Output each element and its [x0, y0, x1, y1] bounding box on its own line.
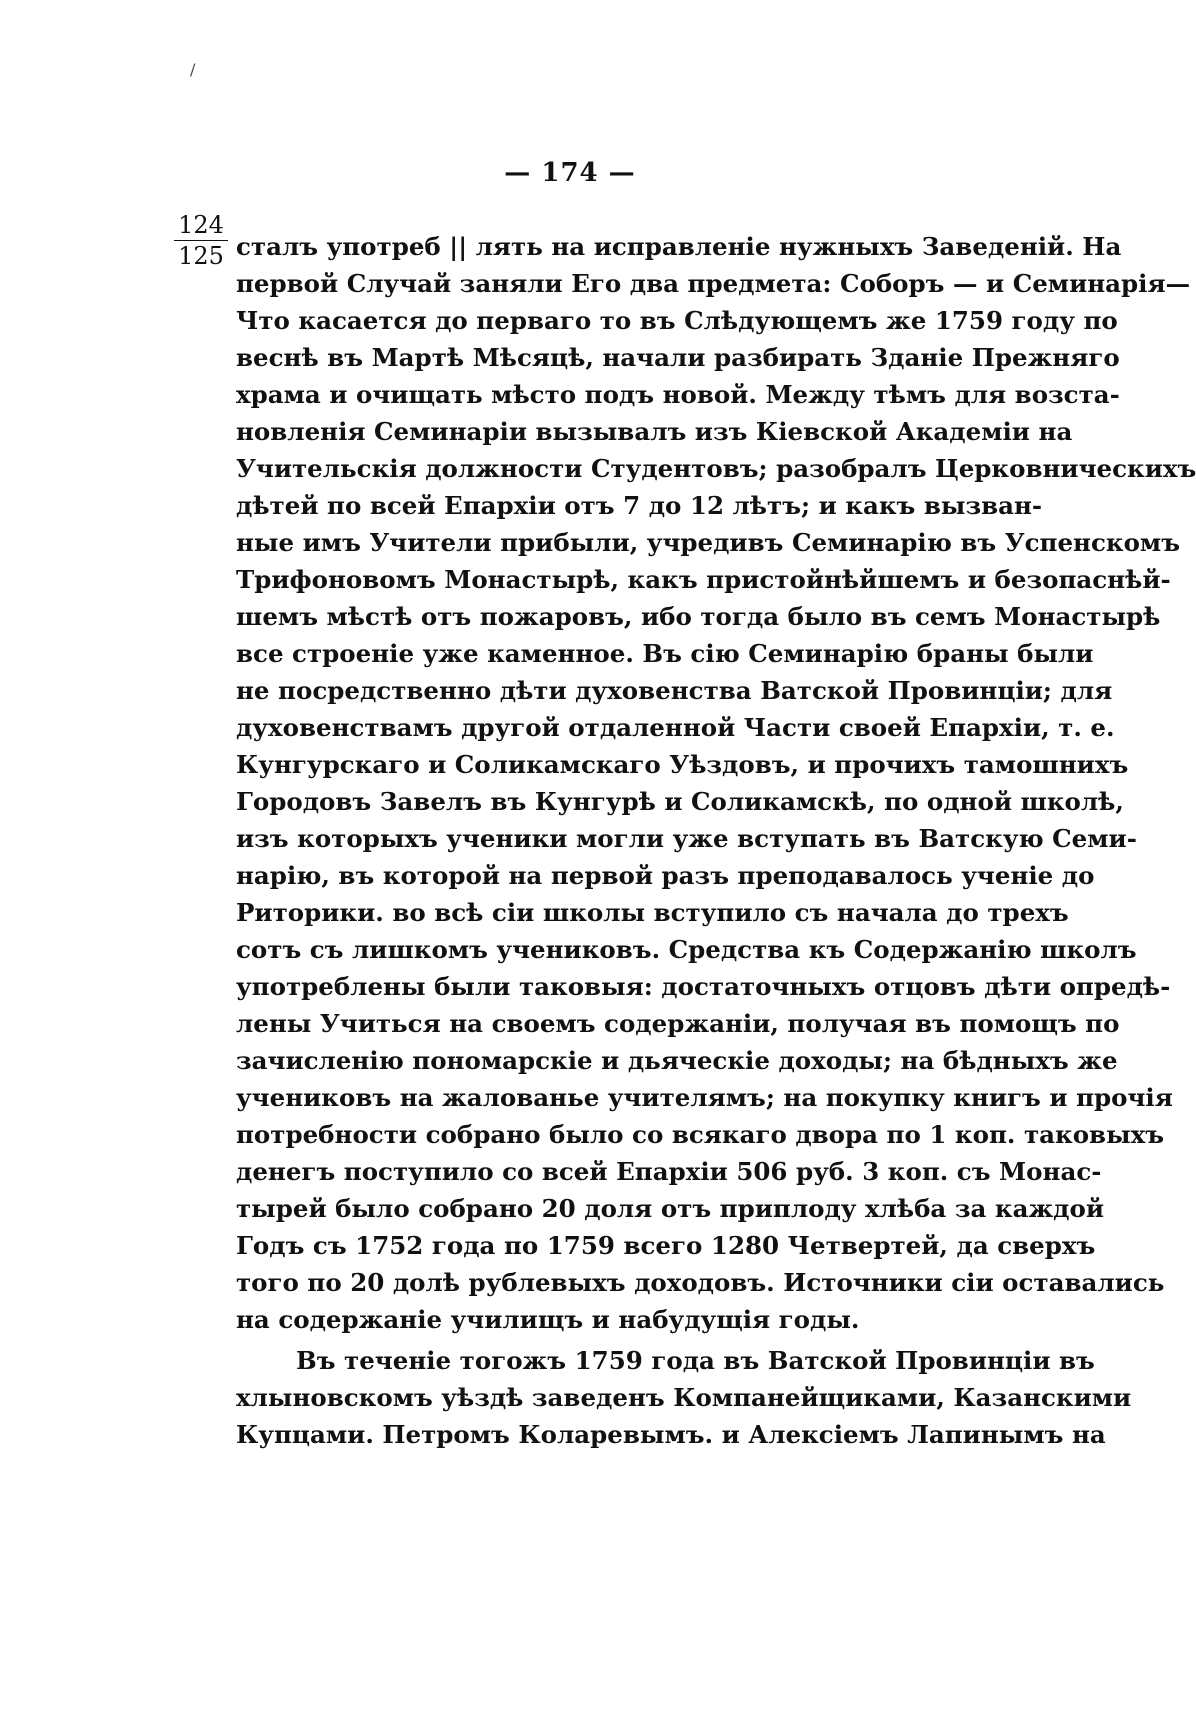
- paragraph-1: [236, 228, 1196, 1338]
- text-line: Трифоновомъ Монастырѣ, какъ пристойнѣйшемъ и безопаснѣй-: [236, 565, 1171, 594]
- page-number: — 174 —: [504, 158, 636, 188]
- text-line: Риторики. во всѣ сіи школы вступило съ начала до трехъ: [236, 898, 1069, 927]
- text-line: Учительскія должности Студентовъ; разобралъ Церковническихъ: [236, 454, 1196, 483]
- margin-ref-top: 124: [174, 212, 228, 241]
- margin-page-reference: [174, 212, 228, 269]
- margin-ref-bottom: 125: [178, 242, 224, 270]
- stray-mark: /: [190, 60, 196, 79]
- text-line: веснѣ въ Мартѣ Мѣсяцѣ, начали разбирать Зданіе Прежняго: [236, 343, 1120, 372]
- text-line: ные имъ Учители прибыли, учредивъ Семинарію въ Успенскомъ: [236, 528, 1181, 557]
- text-line: Что касается до перваго то въ Слѣдующемъ же 1759 году по: [236, 306, 1118, 335]
- text-line: тырей было собрано 20 доля отъ приплоду хлѣба за каждой: [236, 1194, 1105, 1223]
- text-line: сталъ употреб || лять на исправленіе нужныхъ Заведеній. На: [236, 232, 1122, 261]
- text-line: новленія Семинаріи вызывалъ изъ Кіевской Академіи на: [236, 417, 1073, 446]
- text-line: не посредственно дѣти духовенства Ватской Провинціи; для: [236, 676, 1113, 705]
- text-line: зачисленію пономарскіе и дьяческіе доходы; на бѣдныхъ же: [236, 1046, 1118, 1075]
- text-line: Купцами. Петромъ Коларевымъ. и Алексіемъ Лапинымъ на: [236, 1420, 1106, 1449]
- body-text: [236, 228, 1196, 1453]
- text-line: Кунгурскаго и Соликамскаго Уѣздовъ, и прочихъ тамошнихъ: [236, 750, 1129, 779]
- text-line: Городовъ Завелъ въ Кунгурѣ и Соликамскѣ, по одной школѣ,: [236, 787, 1124, 816]
- text-line: изъ которыхъ ученики могли уже вступать въ Ватскую Семи-: [236, 824, 1137, 853]
- paragraph-2: [236, 1342, 1132, 1453]
- text-line: первой Случай заняли Его два предмета: Соборъ — и Семинарія—: [236, 269, 1191, 298]
- text-line: шемъ мѣстѣ отъ пожаровъ, ибо тогда было въ семъ Монастырѣ: [236, 602, 1161, 631]
- text-line: потребности собрано было со всякаго двора по 1 коп. таковыхъ: [236, 1120, 1165, 1149]
- text-line: дѣтей по всей Епархіи отъ 7 до 12 лѣтъ; и какъ вызван-: [236, 491, 1043, 520]
- text-line: храма и очищать мѣсто подъ новой. Между тѣмъ для возста-: [236, 380, 1120, 409]
- text-line: нарію, въ которой на первой разъ преподавалось ученіе до: [236, 861, 1095, 890]
- text-line: сотъ съ лишкомъ учениковъ. Средства къ Содержанію школъ: [236, 935, 1137, 964]
- text-line: Годъ съ 1752 года по 1759 всего 1280 Четвертей, да сверхъ: [236, 1231, 1096, 1260]
- text-line: денегъ поступило со всей Епархіи 506 руб. 3 коп. съ Монас-: [236, 1157, 1102, 1186]
- text-line: лены Учиться на своемъ содержаніи, получая въ помощъ по: [236, 1009, 1120, 1038]
- text-line: хлыновскомъ уѣздѣ заведенъ Компанейщиками, Казанскими: [236, 1383, 1132, 1412]
- text-line: духовенствамъ другой отдаленной Части своей Епархіи, т. е.: [236, 713, 1115, 742]
- text-line: употреблены были таковыя: достаточныхъ отцовъ дѣти опредѣ-: [236, 972, 1171, 1001]
- text-line: все строеніе уже каменное. Въ сію Семинарію браны были: [236, 639, 1094, 668]
- text-line: того по 20 долѣ рублевыхъ доходовъ. Источники сіи оставались: [236, 1268, 1165, 1297]
- text-line: учениковъ на жалованье учителямъ; на покупку книгъ и прочія: [236, 1083, 1173, 1112]
- text-line: на содержаніе училищъ и набудущія годы.: [236, 1305, 860, 1334]
- text-line: Въ теченіе тогожъ 1759 года въ Ватской Провинціи въ: [296, 1346, 1095, 1375]
